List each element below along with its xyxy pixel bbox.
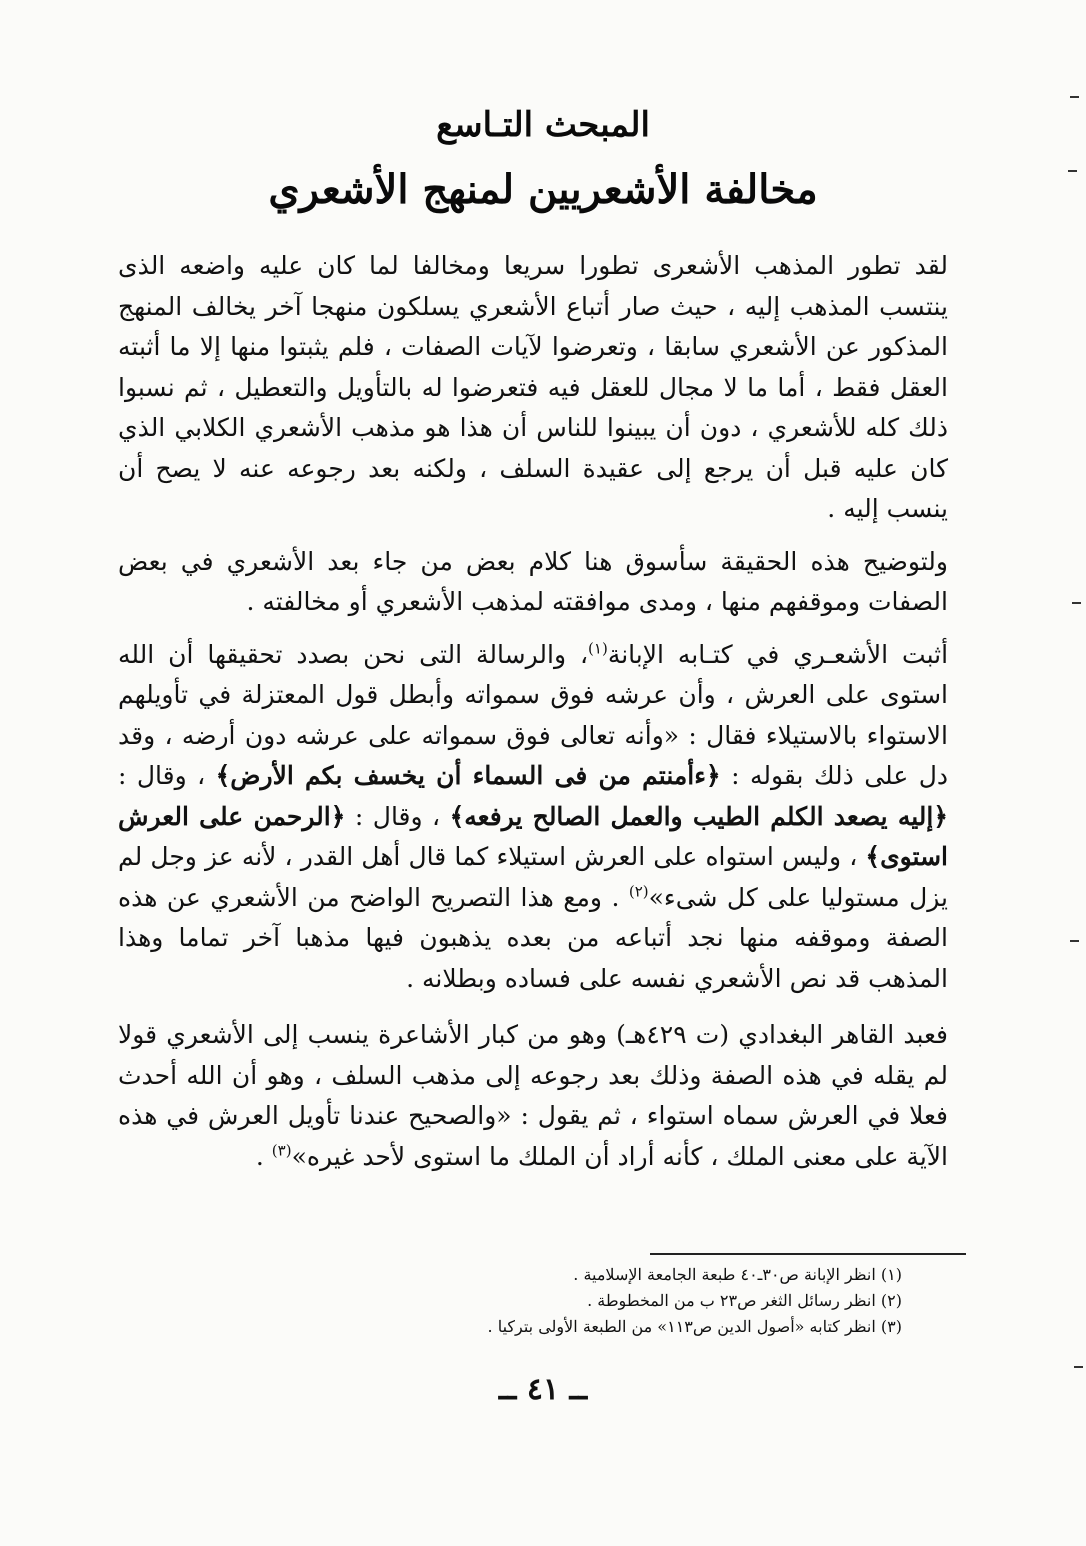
paragraph-3-text-c: ، وقال :	[118, 761, 216, 790]
margin-mark	[1068, 170, 1077, 172]
paragraph-2: ولتوضيح هذه الحقيقة سأسوق هنا كلام بعض من جاء بعد الأشعري في بعض الصفات وموقفهم منها ، ومدى موافقته لمذهب الأشعري أو مخالفته .	[118, 546, 948, 616]
footnote-ref-2[interactable]: (٢)	[628, 882, 649, 901]
margin-mark	[1070, 940, 1079, 942]
section-title: مخالفة الأشعريين لمنهج الأشعري	[268, 166, 818, 213]
page-number: ــ ٤١ ــ	[498, 1372, 588, 1407]
paragraph-4	[118, 1015, 948, 1177]
paragraph-3	[118, 635, 948, 1000]
paragraph-3-text-f: . ومع هذا التصريح الواضح من الأشعري عن هذه الصفة وموقفه منها نجد أتباعه من بعده يذهبون فيها مذهبا آخر تماما وهذا المذهب قد نص الأشعري نفسه على فساده وبطلانه .	[118, 882, 948, 993]
footnotes	[380, 1262, 902, 1340]
footnote-divider	[650, 1253, 966, 1255]
quran-quote-3: ﴿الرحمن على العرش استوى﴾	[118, 801, 948, 871]
paragraph-1: لقد تطور المذهب الأشعرى تطورا سريعا ومخالفا لما كان عليه واضعه الذى ينتسب المذهب إليه ، حيث صار أتباع الأشعري يسلكون منهجا آخر يخالف المنهج المذكور عن الأشعري سابقا ، وتعرضوا لآيات الصفات ، فلم يثبتوا منها إلا ما أثبته العقل فقط ، أما ما لا مجال للعقل فيه فتعرضوا له بالتأويل والتعطيل ، ثم نسبوا ذلك كله للأشعري ، دون أن يبينوا للناس أن هذا هو مذهب الأشعري الكلابي الذي كان عليه قبل أن يرجع إلى عقيدة السلف ، ولكنه بعد رجوعه عنه لا يصح أن ينسب إليه .	[118, 251, 948, 523]
quran-quote-2: ﴿إليه يصعد الكلم الطيب والعمل الصالح يرفعه﴾	[449, 801, 948, 831]
margin-mark	[1074, 1366, 1083, 1368]
quran-quote-1: ﴿ءأمنتم من فى السماء أن يخسف بكم الأرض﴾	[215, 761, 721, 790]
paragraph-3-text-b: ، والرسالة التى نحن بصدد تحقيقها أن الله استوى على العرش ، وأن عرشه فوق سمواته وأبطل قول المعتزلة في تأويلهم الاستواء بالاستيلاء فقال : «وأنه تعالى فوق سمواته على عرشه دون أرضه ، وقد دل على ذلك بقوله :	[118, 639, 948, 790]
paragraph-3-text-a: أثبت الأشعـري في كتـابه الإبانة	[607, 639, 949, 669]
paragraph-4-text-b: .	[255, 1141, 272, 1171]
footnote-ref-1[interactable]: (١)	[588, 639, 608, 658]
footnote-ref-3[interactable]: (٣)	[271, 1141, 292, 1160]
footnote-2: (٢) انظر رسائل الثغر ص٢٣ ب من المخطوطة .	[587, 1291, 902, 1310]
margin-mark	[1070, 96, 1079, 98]
body-text	[118, 246, 948, 1193]
paragraph-4-text-a: فعبد القاهر البغدادي (ت ٤٢٩هـ) وهو من كبار الأشاعرة ينسب إلى الأشعري قولا لم يقله في هذه الصفة وذلك بعد رجوعه إلى مذهب السلف ، وهو أن الله أحدث فعلا في العرش سماه استواء ، ثم يقول : «والصحيح عندنا تأويل العرش في هذه الآية على معنى الملك ، كأنه أراد أن الملك ما استوى لأحد غيره»	[118, 1020, 949, 1171]
footnote-1: (١) انظر الإبانة ص٣٠ـ٤٠ طبعة الجامعة الإسلامية .	[573, 1265, 902, 1284]
paragraph-3-text-d: ، وقال :	[345, 801, 450, 831]
margin-mark	[1072, 602, 1081, 604]
paragraph-3-text-e: ، وليس استواه على العرش استيلاء كما قال أهل القدر ، لأنه عز وجل لم يزل مستوليا على كل شىء»	[118, 842, 948, 912]
section-heading: المبحث التـاسع	[436, 105, 650, 145]
footnote-3: (٣) انظر كتابه «أصول الدين ص١١٣» من الطبعة الأولى بتركيا .	[487, 1317, 902, 1336]
